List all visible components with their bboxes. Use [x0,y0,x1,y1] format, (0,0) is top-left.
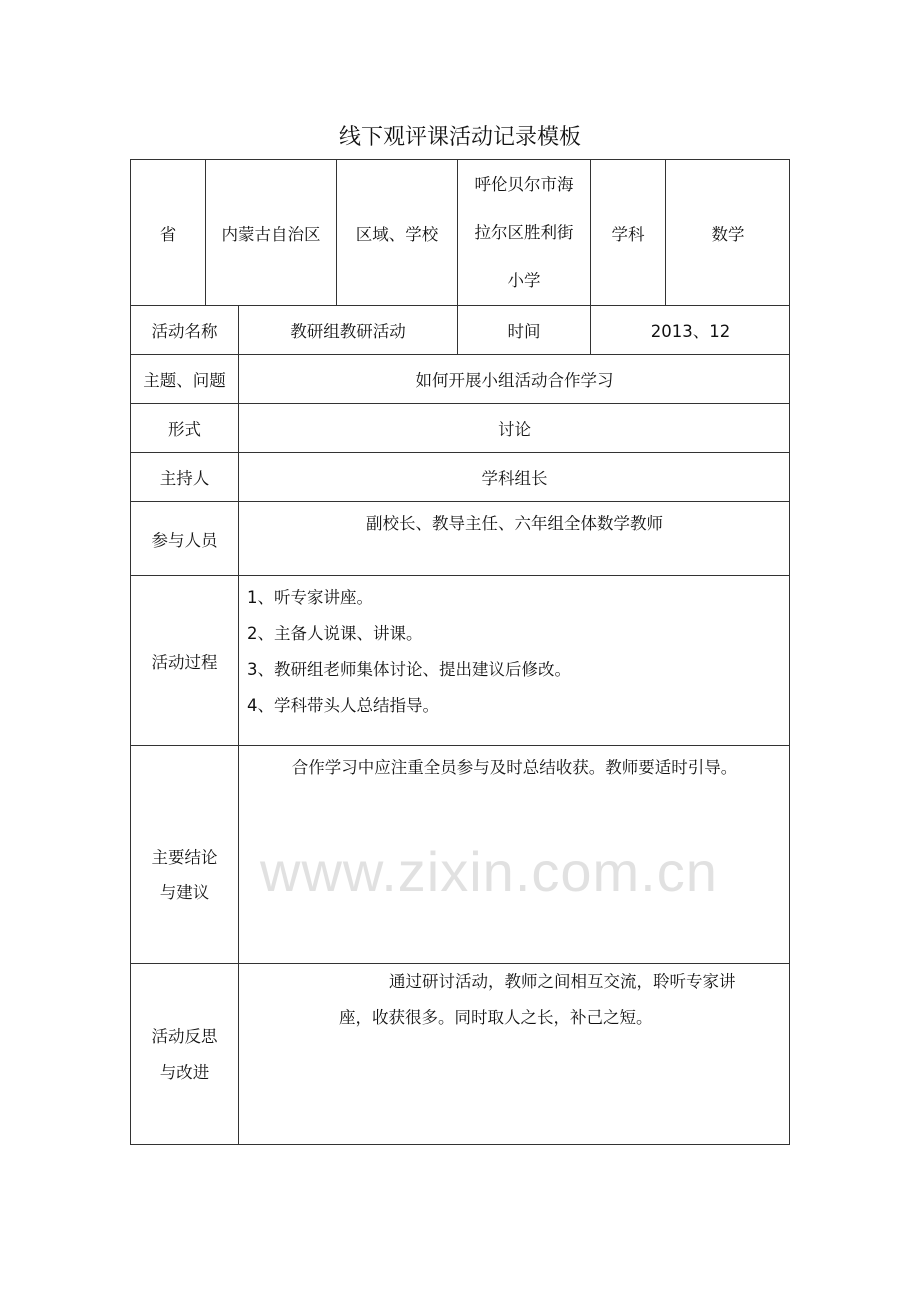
area-line: 呼伦贝尔市海 [474,174,574,194]
process-step: 1、听专家讲座。 [247,588,373,607]
subject-label: 学科 [590,159,665,305]
process-step: 4、学科带头人总结指导。 [247,696,439,715]
subject-value: 数学 [665,159,790,305]
area-line: 小学 [507,270,541,290]
area-value [457,159,590,305]
process-step: 2、主备人说课、讲课。 [247,624,423,643]
province-label: 省 [130,159,205,305]
activity-name-value: 教研组教研活动 [238,305,457,354]
reflection-line: 座，收获很多。同时取人之长，补己之短。 [339,1008,653,1027]
participants-value: 副校长、教导主任、六年组全体数学教师 [238,501,790,575]
conclusion-label [130,745,238,963]
page-title: 线下观评课活动记录模板 [338,125,581,150]
area-label: 区域、学校 [336,159,457,305]
topic-label: 主题、问题 [130,354,238,403]
reflection-value [238,963,790,1145]
activity-name-label: 活动名称 [130,305,238,354]
form-label: 形式 [130,403,238,452]
conclusion-label-line: 主要结论 [151,847,218,867]
host-label: 主持人 [130,452,238,501]
province-value: 内蒙古自治区 [205,159,336,305]
time-label: 时间 [457,305,590,354]
conclusion-label-line: 与建议 [159,882,210,902]
process-steps [238,575,790,745]
reflection-line: 通过研讨活动，教师之间相互交流，聆听专家讲 [389,972,736,991]
conclusion-value: 合作学习中应注重全员参与及时总结收获。教师要适时引导。 [238,745,790,963]
reflection-label-line: 活动反思 [151,1026,218,1046]
time-value: 2013、12 [590,305,790,354]
process-label: 活动过程 [130,575,238,745]
process-step: 3、教研组老师集体讨论、提出建议后修改。 [247,660,571,679]
area-line: 拉尔区胜利街 [474,222,574,242]
reflection-label-line: 与改进 [159,1062,210,1082]
reflection-label [130,963,238,1145]
form-value: 讨论 [238,403,790,452]
topic-value: 如何开展小组活动合作学习 [238,354,790,403]
host-value: 学科组长 [238,452,790,501]
participants-label: 参与人员 [130,501,238,575]
watermark: www.zixin.com.cn [260,840,718,903]
